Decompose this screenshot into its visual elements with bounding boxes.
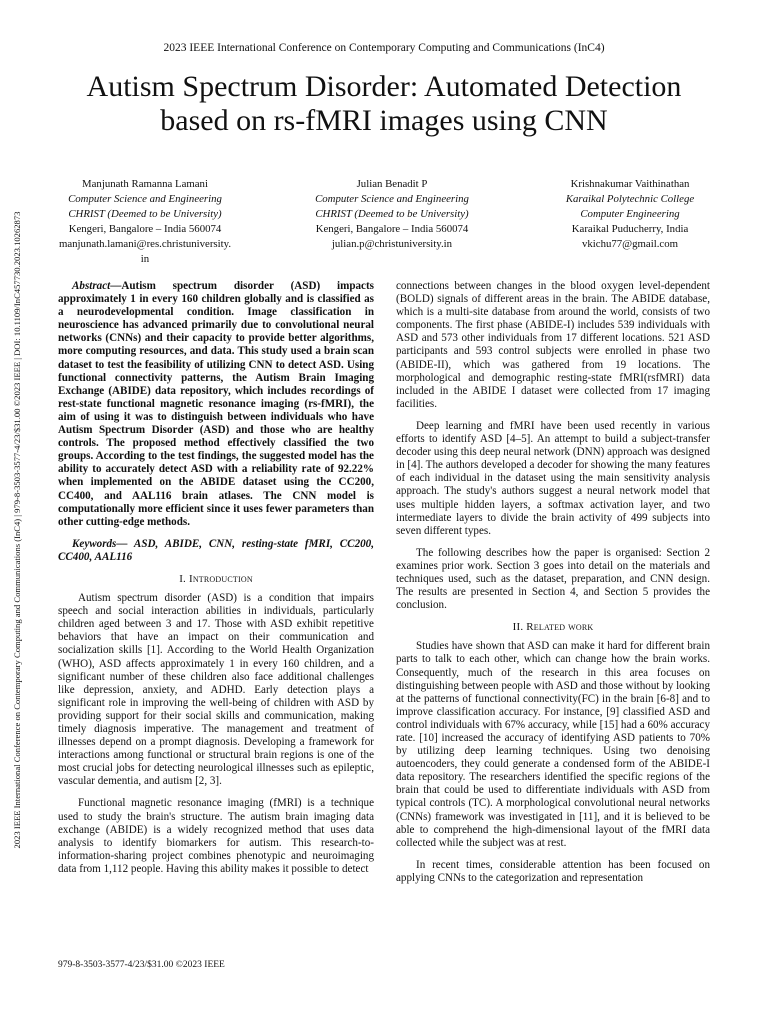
title-line-2: based on rs-fMRI images using CNN (160, 104, 608, 137)
side-identifier: 2023 IEEE International Conference on Contemporary Computing and Communications (InC4) | 979-8-3503-3577-4/23/$31.00 ©2023 IEEE | DOI: 10.1109/InC457730.2023.10262873 (12, 211, 22, 849)
paragraph: The following describes how the paper is organised: Section 2 examines prior work. Section 3 goes into detail on the materials and techniques used, such as the dataset, preparation, and CNN design. The results are presented in Section 4, and Section 5 provides the conclusion. (396, 546, 710, 612)
section-title: Related work (526, 621, 594, 634)
section-heading-related-work (396, 621, 710, 634)
author-name: Manjunath Ramanna Lamani (82, 178, 208, 190)
paragraph: Autism spectrum disorder (ASD) is a condition that impairs speech and social interaction abilities in individuals, particularly children aged between 3 and 17. Those with ASD exhibit repetitive behaviors that have an impact on their communication and socialization skills [1]. According to the World Health Organization (WHO), ASD affects approximately 1 in every 160 children, and a significant number of these children also face additional challenges like depression, anxiety, and ADHD. Early detection plays a significant role in improving the well-being of children with ASD by providing support for their social skills and communication, making timely diagnosis imperative. The management and treatment of illnesses depend on a prompt diagnosis. Developing a framework for interactions among functional or structural brain regions is one of the most crucial jobs for detecting neurological illnesses such as epileptic, vascular dementia, and autism [2, 3]. (58, 592, 374, 788)
author-email: manjunath.lamani@res.christuniversity. (58, 238, 232, 250)
author-address: Karaikal Puducherry, India (571, 223, 689, 235)
section-title: Introduction (188, 572, 253, 585)
section-number: I. (179, 572, 187, 585)
paragraph: connections between changes in the blood oxygen level-dependent (BOLD) signals of different areas in the brain. The ABIDE database, which is a multi-site database from around the world, consists of two components. The first phase (ABIDE-I) includes 539 individuals with ASD and 573 other individuals from 17 different locations. 521 ASD participants and 593 control subjects were enrolled in phase two (ABIDE-II), which was gathered from 19 locations. The morphological and demographic resting-state fMRI(rsfMRI) data included in the ABIDE I dataset were collected from 17 imaging facilities. (396, 280, 710, 410)
paragraph: Studies have shown that ASD can make it hard for different brain parts to talk to each other, which can change how the brain works. Consequently, much of the research in this area focuses on distinguishing between people with ASD and those without by looking at the patterns of functional connectivity(FC) in the brain [6-8] and to improve classification accuracy. For instance, [9] classified ASD and control individuals with 67% accuracy, while [15] had a 60% accuracy rate. [10] increased the accuracy of identifying ASD patients to 70% by utilizing deep learning techniques. Using two denoising autoencoders, they could generate a condensed form of the ABIDE-I data repository. The researchers identified the specific regions of the brain that could be used to differentiate individuals with ASD from typical controls (TC). A morphological convolutional neural networks (CNNs) framework was investigated in [11], and it is believed to be able to comprehend the high-dimensional layout of the fMRI data collected while the subject was at rest. (396, 640, 710, 849)
author-email-cont: in (140, 253, 150, 265)
conference-header: 2023 IEEE International Conference on Contemporary Computing and Communications (InC4) (163, 42, 605, 54)
author-dept: Karaikal Polytechnic College (565, 193, 695, 205)
left-column (58, 280, 374, 885)
author-3 (520, 177, 740, 252)
paragraph: In recent times, considerable attention has been focused on applying CNNs to the categorization and representation (396, 858, 710, 884)
author-email: vkichu77@gmail.com (581, 238, 678, 250)
author-org: Computer Engineering (580, 208, 680, 220)
author-address: Kengeri, Bangalore – India 560074 (315, 223, 469, 235)
keywords (58, 538, 374, 564)
author-name: Julian Benadit P (356, 178, 428, 190)
author-name: Krishnakumar Vaithinathan (570, 178, 690, 190)
abstract-text: —Autism spectrum disorder (ASD) impacts approximately 1 in every 160 children globally and is classified as a neurodevelopmental condition. Image classification in neuroscience has advanced primarily due to convolutional neural networks (CNNs) and their capacity to provide better algorithms, more computing resources, and data. This study used a brain scan dataset to test the feasibility of utilizing CNN to detect ASD. Using functional connectivity patterns, the Autism Brain Imaging Exchange (ABIDE) data repository, which includes recordings of rest-state functional magnetic resonance imaging (rs-fMRI), the aim of using it was to distinguish between individuals who have Autism Spectrum Disorder (ASD) and those who are healthy controls. The proposed method effectively classified the two groups. According to the test findings, the suggested model has the ability to accurately detect ASD with a reliability rate of 92.22% when implemented on the ABIDE dataset using the CC200, CC400, and AAL116 brain atlases. The CNN model is computationally more efficient since it uses fewer parameters than other cutting-edge methods. (58, 280, 374, 528)
author-org: CHRIST (Deemed to be University) (315, 208, 469, 220)
author-address: Kengeri, Bangalore – India 560074 (68, 223, 222, 235)
paragraph: Deep learning and fMRI have been used recently in various efforts to identify ASD [4–5]. An attempt to build a subject-transfer decoder using this deep neural network (DNN) approach was designed in [4]. The authors developed a decoder for showing the many features of each individual in the dataset using the main sensitivity analysis approach. The study's authors suggest a neural network model that uses multiple hidden layers, a softmax activation layer, and two intermediate layers to divide the brain activity of 499 subjects into seven different types. (396, 419, 711, 537)
author-1 (40, 177, 250, 267)
author-dept: Computer Science and Engineering (68, 193, 222, 205)
abstract-label: Abstract (72, 280, 111, 292)
paragraph: Functional magnetic resonance imaging (fMRI) is a technique used to study the brain's structure. The autism brain imaging data exchange (ABIDE) is a widely recognized method that uses data analysis to identify biomarkers for autism. This research-to-information-sharing project combines phenotypic and neuroimaging data from 1,112 people. Having this ability makes it possible to detect (58, 797, 374, 875)
section-heading-introduction (58, 573, 374, 586)
right-column (396, 280, 710, 894)
paper-title (40, 70, 728, 138)
author-2 (282, 177, 502, 252)
abstract (58, 280, 374, 529)
page-footer: 979-8-3503-3577-4/23/$31.00 ©2023 IEEE (58, 960, 225, 970)
author-email: julian.p@christuniversity.in (331, 238, 453, 250)
author-org: CHRIST (Deemed to be University) (68, 208, 222, 220)
section-number: II. (512, 621, 524, 634)
author-dept: Computer Science and Engineering (315, 193, 469, 205)
keywords-label: Keywords— (72, 537, 128, 550)
title-line-1: Autism Spectrum Disorder: Automated Detection (86, 70, 682, 103)
keywords-text: ASD, ABIDE, CNN, resting-state fMRI, CC200, CC400, AAL116 (58, 537, 374, 563)
